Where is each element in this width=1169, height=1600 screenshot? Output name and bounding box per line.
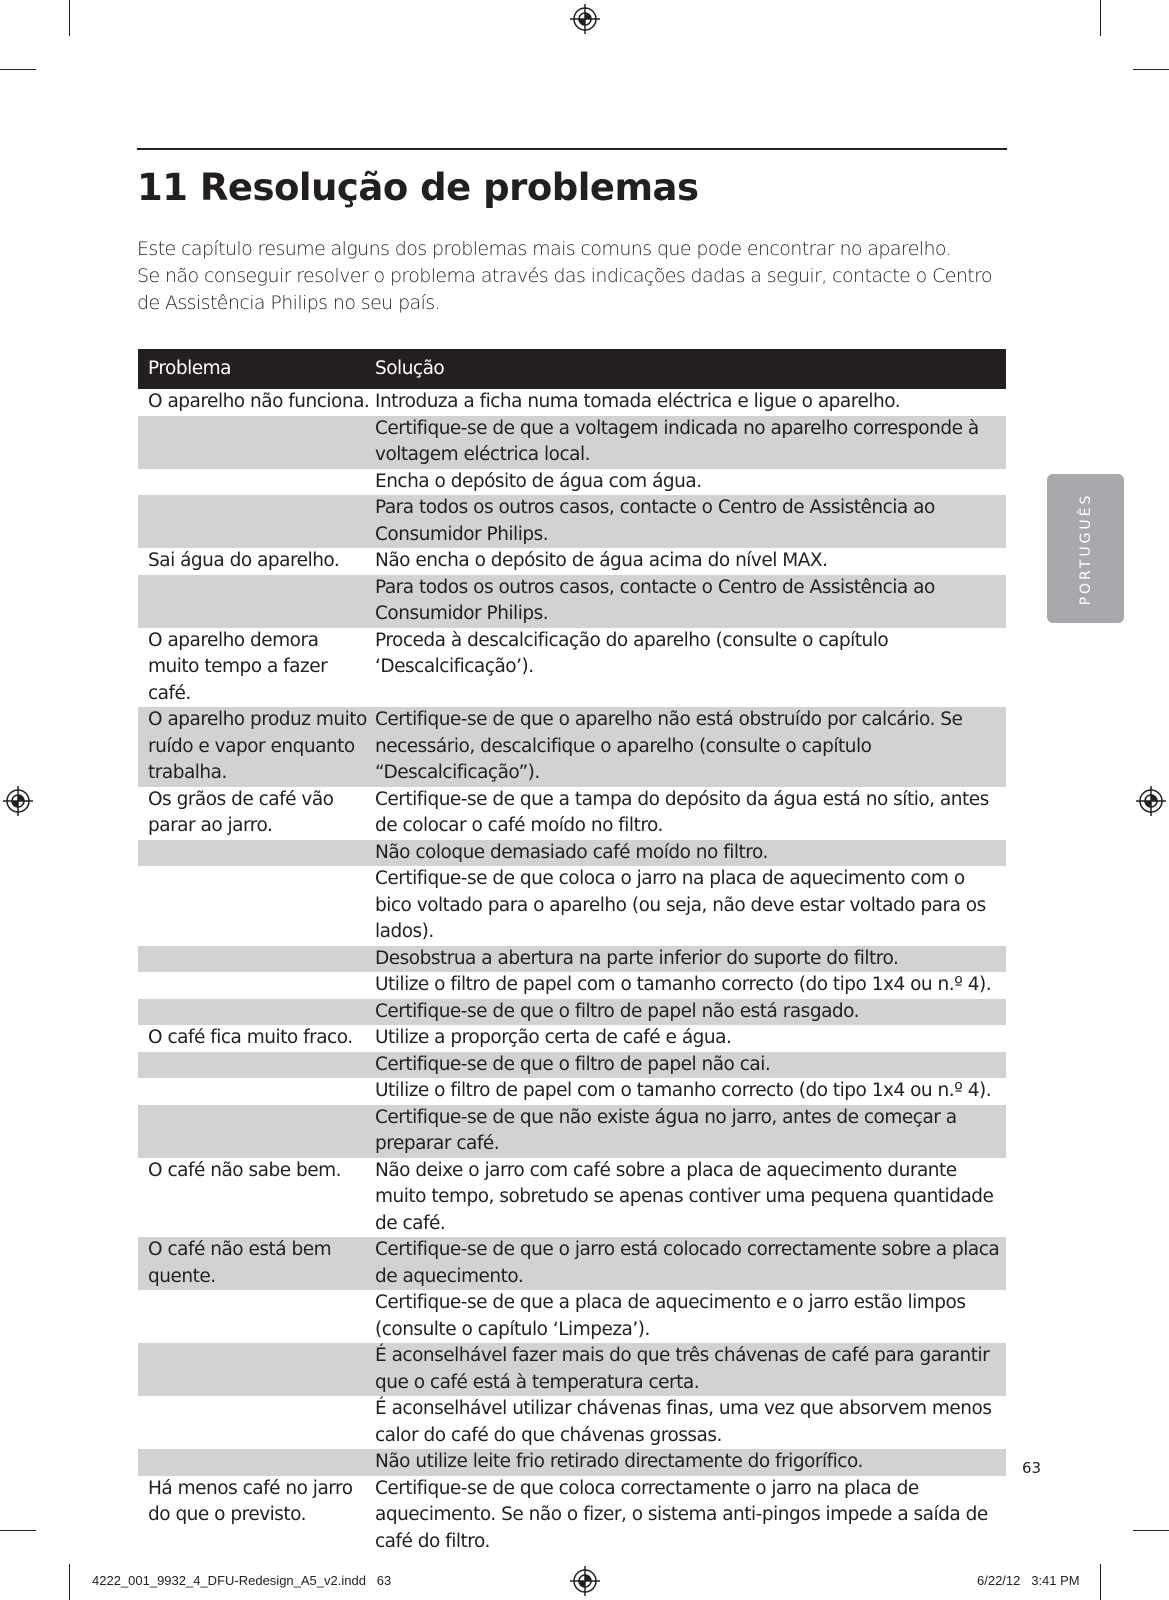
solution-cell: Encha o depósito de água com água. (373, 469, 1006, 496)
problem-cell: Sai água do aparelho. (138, 548, 373, 575)
table-row (138, 999, 1006, 1026)
table-row (138, 1158, 1006, 1238)
solution-cell: Certifique-se de que a voltagem indicada no aparelho corresponde à voltagem eléctrica local. (373, 416, 1006, 469)
problem-cell (138, 469, 373, 496)
table-row (138, 1290, 1006, 1343)
solution-cell: Não encha o depósito de água acima do nível MAX. (373, 548, 1006, 575)
problem-cell: O aparelho não funciona. (138, 389, 373, 416)
table-row (138, 1105, 1006, 1158)
table-row (138, 495, 1006, 548)
solution-cell: Utilize a proporção certa de café e água. (373, 1025, 1006, 1052)
table-row (138, 866, 1006, 946)
table-row (138, 548, 1006, 575)
table-row (138, 1052, 1006, 1079)
solution-cell: Para todos os outros casos, contacte o Centro de Assistência ao Consumidor Philips. (373, 495, 1006, 548)
solution-cell: É aconselhável utilizar chávenas finas, uma vez que absorvem menos calor do café do que chávenas grossas. (373, 1396, 1006, 1449)
problem-cell (138, 1052, 373, 1079)
solution-cell: É aconselhável fazer mais do que três chávenas de café para garantir que o café está à temperatura certa. (373, 1343, 1006, 1396)
table-body (138, 389, 1006, 1555)
language-tab-label: PORTUGUÊS (1077, 492, 1094, 605)
header-rule (137, 148, 1007, 150)
solution-cell: Certifique-se de que coloca o jarro na placa de aquecimento com o bico voltado para o aparelho (ou seja, não deve estar voltado para os lados). (373, 866, 1006, 946)
solution-cell: Proceda à descalcificação do aparelho (consulte o capítulo ‘Descalcificação’). (373, 628, 1006, 708)
solution-cell: Utilize o filtro de papel com o tamanho correcto (do tipo 1x4 ou n.º 4). (373, 972, 1006, 999)
problem-cell: O café não sabe bem. (138, 1158, 373, 1238)
problem-cell (138, 946, 373, 973)
problem-cell (138, 1078, 373, 1105)
column-header-solution: Solução (373, 349, 1006, 389)
problem-cell: Há menos café no jarro do que o previsto. (138, 1476, 373, 1556)
table-row (138, 1078, 1006, 1105)
solution-cell: Certifique-se de que o filtro de papel não cai. (373, 1052, 1006, 1079)
table-row (138, 1476, 1006, 1556)
intro-text (137, 236, 1017, 317)
problem-cell: O café não está bem quente. (138, 1237, 373, 1290)
crop-mark (0, 1530, 36, 1531)
date-slug: 6/22/12 3:41 PM (977, 1573, 1080, 1588)
problem-cell (138, 1449, 373, 1476)
registration-mark-icon (3, 786, 33, 816)
solution-cell: Desobstrua a abertura na parte inferior do suporte do filtro. (373, 946, 1006, 973)
table-header-row (138, 349, 1006, 389)
intro-line: Se não conseguir resolver o problema através das indicações dadas a seguir, contacte o Centro de Assistência Philips no seu país. (137, 265, 992, 314)
problem-cell: O aparelho demora muito tempo a fazer café. (138, 628, 373, 708)
table-row (138, 787, 1006, 840)
solution-cell: Não coloque demasiado café moído no filtro. (373, 840, 1006, 867)
page-number: 63 (1022, 1459, 1042, 1477)
problem-cell: O café fica muito fraco. (138, 1025, 373, 1052)
crop-mark (69, 0, 70, 36)
problem-cell (138, 416, 373, 469)
table-row (138, 1343, 1006, 1396)
problem-cell: Os grãos de café vão parar ao jarro. (138, 787, 373, 840)
problem-cell (138, 1290, 373, 1343)
solution-cell: Certifique-se de que o aparelho não está obstruído por calcário. Se necessário, descalcifique o aparelho (consulte o capítulo “Descalcificação”). (373, 707, 1006, 787)
solution-cell: Não deixe o jarro com café sobre a placa de aquecimento durante muito tempo, sobretudo se apenas contiver uma pequena quantidade de café. (373, 1158, 1006, 1238)
column-header-problem: Problema (138, 349, 373, 389)
language-tab (1047, 474, 1124, 623)
crop-mark (1100, 1564, 1101, 1600)
table-row (138, 972, 1006, 999)
solution-cell: Utilize o filtro de papel com o tamanho correcto (do tipo 1x4 ou n.º 4). (373, 1078, 1006, 1105)
table-row (138, 707, 1006, 787)
file-slug: 4222_001_9932_4_DFU-Redesign_A5_v2.indd 63 (92, 1573, 392, 1588)
solution-cell: Introduza a ficha numa tomada eléctrica e ligue o aparelho. (373, 389, 1006, 416)
problem-cell (138, 575, 373, 628)
table-row (138, 389, 1006, 416)
problem-cell (138, 840, 373, 867)
registration-mark-icon (570, 4, 600, 34)
problem-cell (138, 972, 373, 999)
problem-cell (138, 999, 373, 1026)
solution-cell: Certifique-se de que o jarro está colocado correctamente sobre a placa de aquecimento. (373, 1237, 1006, 1290)
solution-cell: Para todos os outros casos, contacte o Centro de Assistência ao Consumidor Philips. (373, 575, 1006, 628)
solution-cell: Certifique-se de que a placa de aquecimento e o jarro estão limpos (consulte o capítulo ‘Limpeza’). (373, 1290, 1006, 1343)
registration-mark-icon (1136, 786, 1166, 816)
table-row (138, 1237, 1006, 1290)
problem-cell (138, 866, 373, 946)
table-row (138, 628, 1006, 708)
intro-line: Este capítulo resume alguns dos problemas mais comuns que pode encontrar no aparelho. (137, 238, 952, 260)
problem-cell (138, 1396, 373, 1449)
solution-cell: Certifique-se de que coloca correctamente o jarro na placa de aquecimento. Se não o fizer, o sistema anti-pingos impede a saída de café do filtro. (373, 1476, 1006, 1556)
problem-cell (138, 1105, 373, 1158)
table-row (138, 469, 1006, 496)
table-row (138, 1025, 1006, 1052)
page-title: 11 Resolução de problemas (137, 166, 699, 209)
table-row (138, 1396, 1006, 1449)
table-row (138, 946, 1006, 973)
problem-cell (138, 495, 373, 548)
crop-mark (1133, 1530, 1169, 1531)
crop-mark (1133, 69, 1169, 70)
solution-cell: Não utilize leite frio retirado directamente do frigorífico. (373, 1449, 1006, 1476)
registration-mark-icon (570, 1566, 600, 1596)
crop-mark (1100, 0, 1101, 36)
table-row (138, 840, 1006, 867)
crop-mark (69, 1564, 70, 1600)
solution-cell: Certifique-se de que o filtro de papel não está rasgado. (373, 999, 1006, 1026)
table-row (138, 575, 1006, 628)
table-row (138, 1449, 1006, 1476)
problem-cell (138, 1343, 373, 1396)
solution-cell: Certifique-se de que não existe água no jarro, antes de começar a preparar café. (373, 1105, 1006, 1158)
solution-cell: Certifique-se de que a tampa do depósito da água está no sítio, antes de colocar o café moído no filtro. (373, 787, 1006, 840)
problem-cell: O aparelho produz muito ruído e vapor enquanto trabalha. (138, 707, 373, 787)
troubleshooting-table (138, 349, 1006, 1555)
crop-mark (0, 69, 36, 70)
table-row (138, 416, 1006, 469)
